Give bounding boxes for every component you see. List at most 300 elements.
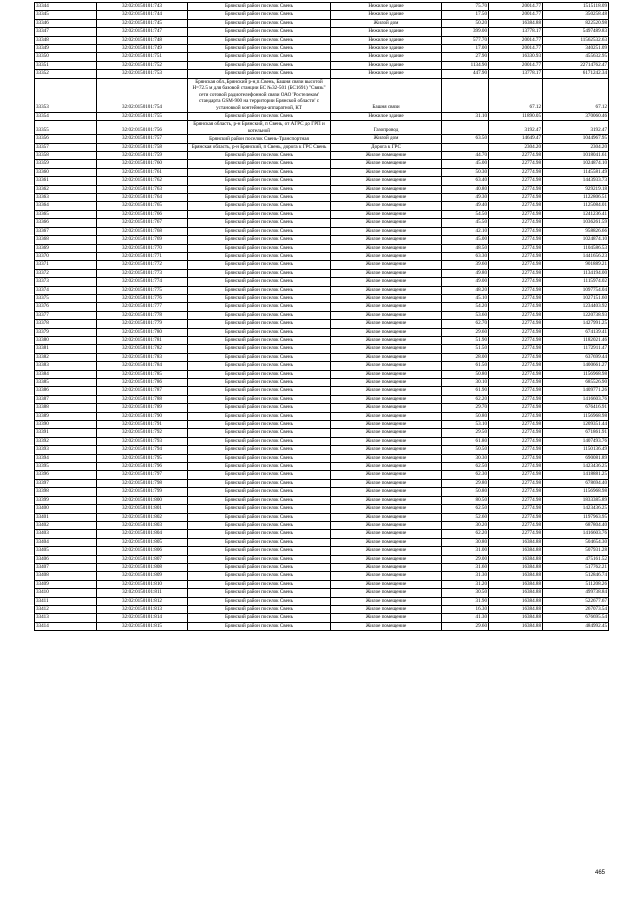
cell-row-number: 33381	[35, 345, 97, 353]
table-row	[35, 210, 609, 218]
cell-address: Брянский район поселок Свень	[188, 429, 331, 437]
cell-address: Брянский район поселок Свень	[188, 336, 331, 344]
cell-area: 50.30	[442, 168, 489, 176]
table-row	[35, 121, 609, 135]
cell-row-number: 33347	[35, 28, 97, 36]
cell-cadastral-number: 32:02:0150101:774	[97, 278, 188, 286]
table-row	[35, 496, 609, 504]
cell-area: 27.90	[442, 53, 489, 61]
cell-cadastral-value: 511208.26	[543, 580, 609, 588]
cell-object-type: Жилое помещение	[331, 370, 442, 378]
cell-row-number: 33413	[35, 614, 97, 622]
cell-object-type: Жилое помещение	[331, 236, 442, 244]
cell-area: 45.10	[442, 294, 489, 302]
cell-specific-value: 22774.98	[489, 210, 543, 218]
cell-area: 50.80	[442, 488, 489, 496]
cell-cadastral-number: 32:02:0150101:815	[97, 622, 188, 630]
table-row	[35, 336, 609, 344]
cell-row-number: 33402	[35, 521, 97, 529]
cell-area: 577.70	[442, 36, 489, 44]
table-row	[35, 454, 609, 462]
cell-address: Брянский район поселок Свень	[188, 597, 331, 605]
cell-area: 52.60	[442, 513, 489, 521]
cell-row-number: 33405	[35, 547, 97, 555]
table-row	[35, 530, 609, 538]
table-row	[35, 614, 609, 622]
cell-cadastral-value: 67.12	[543, 78, 609, 112]
cell-object-type: Жилое помещение	[331, 303, 442, 311]
cell-row-number: 33379	[35, 328, 97, 336]
cell-cadastral-number: 32:02:0150101:762	[97, 177, 188, 185]
cell-area: 62.50	[442, 463, 489, 471]
cell-cadastral-value: 929219.18	[543, 185, 609, 193]
cell-address: Брянский район поселок Свень	[188, 605, 331, 613]
cell-object-type: Жилое помещение	[331, 513, 442, 521]
cell-area: 51.90	[442, 336, 489, 344]
table-row	[35, 219, 609, 227]
cell-specific-value: 22774.98	[489, 505, 543, 513]
cell-area: 50.20	[442, 19, 489, 27]
cell-cadastral-number: 32:02:0150101:813	[97, 605, 188, 613]
cell-object-type: Жилое помещение	[331, 580, 442, 588]
cell-object-type: Жилое помещение	[331, 429, 442, 437]
cell-cadastral-number: 32:02:0150101:783	[97, 353, 188, 361]
cell-specific-value: 22774.98	[489, 303, 543, 311]
cell-specific-value: 16384.88	[489, 622, 543, 630]
table-row	[35, 463, 609, 471]
cell-row-number: 33374	[35, 286, 97, 294]
table-row	[35, 294, 609, 302]
table-row	[35, 362, 609, 370]
cell-row-number: 33414	[35, 622, 97, 630]
cell-row-number: 33370	[35, 252, 97, 260]
cell-cadastral-value: 685526.90	[543, 379, 609, 387]
cell-row-number: 33393	[35, 446, 97, 454]
cell-cadastral-number: 32:02:0150101:782	[97, 345, 188, 353]
cell-address: Брянский район поселок Свень	[188, 244, 331, 252]
cell-cadastral-value: 1416603.76	[543, 395, 609, 403]
cell-address: Брянский район поселок Свень	[188, 278, 331, 286]
table-row	[35, 45, 609, 53]
cell-area: 63.40	[442, 177, 489, 185]
cell-specific-value: 67.12	[489, 78, 543, 112]
cell-cadastral-value: 1156968.98	[543, 412, 609, 420]
cell-address: Брянский район поселок Свень-Транспортная	[188, 135, 331, 143]
cell-address: Брянская область, р-н Брянский, п Свень, от АГРС до ГРП и котельной	[188, 121, 331, 135]
cell-area: 61.80	[442, 437, 489, 445]
table-row	[35, 547, 609, 555]
cell-cadastral-number: 32:02:0150101:767	[97, 219, 188, 227]
cell-address: Брянский район поселок Свень	[188, 446, 331, 454]
cell-specific-value: 22774.98	[489, 530, 543, 538]
cell-cadastral-number: 32:02:0150101:797	[97, 471, 188, 479]
cell-cadastral-number: 32:02:0150101:776	[97, 294, 188, 302]
cell-cadastral-value: 822520.98	[543, 19, 609, 27]
cell-address: Брянский район поселок Свень	[188, 303, 331, 311]
cell-area	[442, 121, 489, 135]
cell-row-number: 33380	[35, 336, 97, 344]
cell-specific-value: 22774.98	[489, 185, 543, 193]
cell-cadastral-number: 32:02:0150101:773	[97, 269, 188, 277]
cell-cadastral-number: 32:02:0150101:784	[97, 362, 188, 370]
table-row	[35, 19, 609, 27]
cell-area: 45.00	[442, 236, 489, 244]
table-row	[35, 61, 609, 69]
cell-specific-value: 16330.93	[489, 53, 543, 61]
cell-object-type: Жилое помещение	[331, 437, 442, 445]
cell-row-number: 33350	[35, 53, 97, 61]
cell-specific-value: 13778.17	[489, 28, 543, 36]
cell-area: 50.50	[442, 446, 489, 454]
cell-row-number: 33390	[35, 421, 97, 429]
cell-address: Брянский район поселок Свень	[188, 563, 331, 571]
cell-address: Брянский район поселок Свень	[188, 160, 331, 168]
cell-area: 45.00	[442, 160, 489, 168]
cell-cadastral-number: 32:02:0150101:780	[97, 328, 188, 336]
cell-cadastral-value: 22714762.47	[543, 61, 609, 69]
cell-address: Брянский район поселок Свень	[188, 36, 331, 44]
cell-object-type: Жилое помещение	[331, 530, 442, 538]
table-row	[35, 177, 609, 185]
cell-cadastral-value: 499738.84	[543, 589, 609, 597]
cell-specific-value: 11890.05	[489, 112, 543, 120]
cell-object-type: Нежилое здание	[331, 3, 442, 11]
cell-address: Брянский район поселок Свень	[188, 3, 331, 11]
cell-specific-value: 22774.98	[489, 294, 543, 302]
cell-object-type: Газопровод	[331, 121, 442, 135]
cell-address: Брянский район поселок Свень	[188, 530, 331, 538]
table-row	[35, 152, 609, 160]
cell-address: Брянский район поселок Свень	[188, 379, 331, 387]
cell-row-number: 33371	[35, 261, 97, 269]
cell-address: Брянский район поселок Свень	[188, 479, 331, 487]
cell-row-number: 33378	[35, 320, 97, 328]
cell-cadastral-value: 1145581.49	[543, 168, 609, 176]
cell-specific-value: 22774.98	[489, 269, 543, 277]
table-row	[35, 580, 609, 588]
cell-cadastral-value: 1134194.00	[543, 269, 609, 277]
cell-address: Брянский район поселок Свень	[188, 261, 331, 269]
cell-area: 16.30	[442, 605, 489, 613]
cell-object-type: Жилое помещение	[331, 353, 442, 361]
cell-cadastral-number: 32:02:0150101:791	[97, 421, 188, 429]
table-row	[35, 555, 609, 563]
cell-cadastral-number: 32:02:0150101:744	[97, 11, 188, 19]
cell-cadastral-value: 637699.44	[543, 353, 609, 361]
cell-cadastral-value: 1409771.26	[543, 387, 609, 395]
cell-cadastral-number: 32:02:0150101:798	[97, 479, 188, 487]
cell-cadastral-number: 32:02:0150101:792	[97, 429, 188, 437]
cell-address: Брянский район поселок Свень	[188, 252, 331, 260]
cell-area: 50.80	[442, 412, 489, 420]
cell-address: Брянский район поселок Свень	[188, 521, 331, 529]
cell-specific-value: 22774.98	[489, 387, 543, 395]
cell-address: Брянский район поселок Свень	[188, 286, 331, 294]
cell-specific-value: 20014.77	[489, 45, 543, 53]
table-row	[35, 36, 609, 44]
cell-row-number: 33412	[35, 605, 97, 613]
cell-cadastral-number: 32:02:0150101:788	[97, 395, 188, 403]
table-row	[35, 345, 609, 353]
cell-object-type: Жилое помещение	[331, 210, 442, 218]
cell-row-number: 33406	[35, 555, 97, 563]
cell-address: Брянский район поселок Свень	[188, 177, 331, 185]
cell-row-number: 33388	[35, 404, 97, 412]
table-row	[35, 194, 609, 202]
cell-object-type: Нежилое здание	[331, 70, 442, 78]
cell-cadastral-value: 1209351.44	[543, 421, 609, 429]
table-row	[35, 538, 609, 546]
cell-address: Брянский район поселок Свень	[188, 572, 331, 580]
cell-cadastral-value: 901889.21	[543, 261, 609, 269]
cell-specific-value: 22774.98	[489, 488, 543, 496]
cell-address: Брянский район поселок Свень	[188, 112, 331, 120]
cell-area: 17.50	[442, 11, 489, 19]
table-row	[35, 521, 609, 529]
cell-area: 399.00	[442, 28, 489, 36]
cell-row-number: 33404	[35, 538, 97, 546]
cell-row-number: 33366	[35, 219, 97, 227]
cell-area: 30.10	[442, 379, 489, 387]
cell-specific-value: 22774.98	[489, 379, 543, 387]
cell-row-number: 33399	[35, 496, 97, 504]
cell-row-number: 33369	[35, 244, 97, 252]
cell-specific-value: 22774.98	[489, 177, 543, 185]
cell-row-number: 33359	[35, 160, 97, 168]
table-row	[35, 311, 609, 319]
cell-specific-value: 22774.98	[489, 278, 543, 286]
cell-cadastral-value: 1407493.76	[543, 437, 609, 445]
cell-row-number: 33409	[35, 580, 97, 588]
cell-area: 44.70	[442, 152, 489, 160]
cell-area: 29.60	[442, 622, 489, 630]
table-row	[35, 202, 609, 210]
cell-specific-value: 22774.98	[489, 471, 543, 479]
table-row	[35, 278, 609, 286]
cell-address: Брянский район поселок Свень	[188, 311, 331, 319]
cell-specific-value: 3192.47	[489, 121, 543, 135]
cell-cadastral-value: 504654.30	[543, 538, 609, 546]
cell-object-type: Жилое помещение	[331, 563, 442, 571]
cell-row-number: 33396	[35, 471, 97, 479]
cell-object-type: Нежилое здание	[331, 36, 442, 44]
cell-cadastral-value: 1024874.10	[543, 160, 609, 168]
cell-specific-value: 2304.20	[489, 143, 543, 151]
cell-object-type: Жилое помещение	[331, 336, 442, 344]
cell-object-type: Жилое помещение	[331, 488, 442, 496]
cell-cadastral-number: 32:02:0150101:745	[97, 19, 188, 27]
cell-cadastral-value: 455632.95	[543, 53, 609, 61]
cell-address: Брянский район поселок Свень	[188, 210, 331, 218]
cell-area: 41.30	[442, 614, 489, 622]
cell-object-type: Жилое помещение	[331, 160, 442, 168]
cell-address: Брянский район поселок Свень	[188, 555, 331, 563]
cell-object-type: Жилое помещение	[331, 538, 442, 546]
cell-cadastral-number: 32:02:0150101:748	[97, 36, 188, 44]
cell-address: Брянский район поселок Свень	[188, 538, 331, 546]
cell-area: 62.20	[442, 530, 489, 538]
cell-specific-value: 22774.98	[489, 261, 543, 269]
cell-area: 28.00	[442, 353, 489, 361]
cell-area: 30.30	[442, 454, 489, 462]
cell-cadastral-number: 32:02:0150101:769	[97, 236, 188, 244]
cell-area: 51.50	[442, 345, 489, 353]
cell-specific-value: 20014.77	[489, 61, 543, 69]
cell-address: Брянский район поселок Свень	[188, 437, 331, 445]
cell-cadastral-number: 32:02:0150101:810	[97, 580, 188, 588]
cell-cadastral-value: 475161.52	[543, 555, 609, 563]
cell-area: 29.80	[442, 479, 489, 487]
cell-specific-value: 22774.98	[489, 412, 543, 420]
cell-cadastral-number: 32:02:0150101:761	[97, 168, 188, 176]
cell-cadastral-number: 32:02:0150101:806	[97, 547, 188, 555]
table-row	[35, 589, 609, 597]
cell-cadastral-value: 512846.74	[543, 572, 609, 580]
table-row	[35, 185, 609, 193]
cell-row-number: 33401	[35, 513, 97, 521]
cell-cadastral-number: 32:02:0150101:794	[97, 446, 188, 454]
cell-row-number: 33382	[35, 353, 97, 361]
cell-cadastral-value: 1150136.49	[543, 446, 609, 454]
cell-row-number: 33368	[35, 236, 97, 244]
cell-address: Брянский район поселок Свень	[188, 387, 331, 395]
cell-cadastral-number: 32:02:0150101:796	[97, 463, 188, 471]
cell-specific-value: 22774.98	[489, 336, 543, 344]
cell-cadastral-number: 32:02:0150101:743	[97, 3, 188, 11]
cell-cadastral-value: 1515118.09	[543, 3, 609, 11]
cell-object-type: Нежилое здание	[331, 112, 442, 120]
cell-cadastral-value: 674139.41	[543, 328, 609, 336]
cell-specific-value: 22774.98	[489, 463, 543, 471]
cell-cadastral-number: 32:02:0150101:793	[97, 437, 188, 445]
cell-address: Брянский район поселок Свень	[188, 219, 331, 227]
cell-area: 31.90	[442, 597, 489, 605]
cell-address: Брянский район поселок Свень	[188, 227, 331, 235]
table-row	[35, 252, 609, 260]
cell-address: Брянский район поселок Свень	[188, 412, 331, 420]
cell-cadastral-value: 1044967.95	[543, 135, 609, 143]
cell-object-type: Жилое помещение	[331, 555, 442, 563]
cell-area: 49.00	[442, 278, 489, 286]
cell-address: Брянский район поселок Свень	[188, 362, 331, 370]
cell-row-number: 33407	[35, 563, 97, 571]
cell-specific-value: 22774.98	[489, 437, 543, 445]
cell-cadastral-number: 32:02:0150101:785	[97, 370, 188, 378]
cell-specific-value: 22774.98	[489, 370, 543, 378]
cell-object-type: Жилое помещение	[331, 152, 442, 160]
cell-address: Брянский район поселок Свень	[188, 454, 331, 462]
table-row	[35, 421, 609, 429]
cell-row-number: 33367	[35, 227, 97, 235]
cell-row-number: 33356	[35, 135, 97, 143]
cell-cadastral-number: 32:02:0150101:801	[97, 505, 188, 513]
cell-specific-value: 16384.88	[489, 538, 543, 546]
page-number: 465	[595, 870, 606, 876]
cell-object-type: Жилое помещение	[331, 294, 442, 302]
cell-row-number: 33387	[35, 395, 97, 403]
cell-object-type: Жилое помещение	[331, 252, 442, 260]
cell-cadastral-value: 1400661.27	[543, 362, 609, 370]
table-row	[35, 143, 609, 151]
cell-area: 50.80	[442, 370, 489, 378]
cell-specific-value: 16384.88	[489, 589, 543, 597]
table-row	[35, 236, 609, 244]
cell-cadastral-number: 32:02:0150101:760	[97, 160, 188, 168]
cell-address: Брянский район поселок Свень	[188, 496, 331, 504]
cell-cadastral-value: 517762.21	[543, 563, 609, 571]
cell-address: Брянский район поселок Свень	[188, 70, 331, 78]
cell-area: 447.90	[442, 70, 489, 78]
cell-cadastral-number: 32:02:0150101:811	[97, 589, 188, 597]
cell-area: 49.30	[442, 194, 489, 202]
cell-object-type: Жилое помещение	[331, 185, 442, 193]
cell-area: 31.60	[442, 563, 489, 571]
cell-area: 29.70	[442, 404, 489, 412]
cell-area: 62.50	[442, 505, 489, 513]
table-row	[35, 429, 609, 437]
cell-area: 48.20	[442, 286, 489, 294]
cell-cadastral-number: 32:02:0150101:772	[97, 261, 188, 269]
cell-specific-value: 22774.98	[489, 244, 543, 252]
table-row	[35, 78, 609, 112]
cell-address: Брянский район поселок Свень	[188, 53, 331, 61]
cell-specific-value: 22774.98	[489, 446, 543, 454]
cell-row-number: 33364	[35, 202, 97, 210]
cell-object-type: Нежилое здание	[331, 11, 442, 19]
cell-area: 40.80	[442, 185, 489, 193]
cell-cadastral-value: 340251.09	[543, 45, 609, 53]
cell-cadastral-value: 1115974.02	[543, 278, 609, 286]
cell-row-number: 33349	[35, 45, 97, 53]
cell-address: Брянская область, р-н Брянский, п Свень, дорога к ГРС Свень	[188, 143, 331, 151]
cell-row-number: 33376	[35, 303, 97, 311]
cell-object-type: Жилое помещение	[331, 496, 442, 504]
cell-cadastral-value: 1156968.98	[543, 370, 609, 378]
table-row	[35, 370, 609, 378]
cell-area: 61.50	[442, 362, 489, 370]
cell-cadastral-value: 484992.45	[543, 622, 609, 630]
cell-specific-value: 16384.88	[489, 563, 543, 571]
cell-specific-value: 22774.98	[489, 362, 543, 370]
cell-area: 62.30	[442, 471, 489, 479]
cell-cadastral-value: 1197963.95	[543, 513, 609, 521]
cell-cadastral-value: 671861.91	[543, 429, 609, 437]
cell-specific-value: 22774.98	[489, 513, 543, 521]
cell-address: Брянский район поселок Свень	[188, 404, 331, 412]
cell-cadastral-value: 676695.54	[543, 614, 609, 622]
cell-object-type: Жилой дом	[331, 135, 442, 143]
cell-cadastral-value: 3192.47	[543, 121, 609, 135]
table-row	[35, 269, 609, 277]
cell-object-type: Жилое помещение	[331, 177, 442, 185]
cell-address: Брянский район поселок Свень	[188, 513, 331, 521]
cell-cadastral-value: 507931.28	[543, 547, 609, 555]
cell-cadastral-number: 32:02:0150101:756	[97, 121, 188, 135]
cell-cadastral-number: 32:02:0150101:758	[97, 143, 188, 151]
cell-row-number: 33403	[35, 530, 97, 538]
cell-object-type: Жилое помещение	[331, 286, 442, 294]
cell-area	[442, 78, 489, 112]
cell-row-number: 33397	[35, 479, 97, 487]
cell-row-number: 33408	[35, 572, 97, 580]
cell-cadastral-number: 32:02:0150101:805	[97, 538, 188, 546]
cell-row-number: 33348	[35, 36, 97, 44]
cell-object-type: Жилое помещение	[331, 471, 442, 479]
cell-address: Брянский район поселок Свень	[188, 19, 331, 27]
cell-cadastral-number: 32:02:0150101:812	[97, 597, 188, 605]
cell-row-number: 33384	[35, 370, 97, 378]
cell-area: 80.50	[442, 496, 489, 504]
